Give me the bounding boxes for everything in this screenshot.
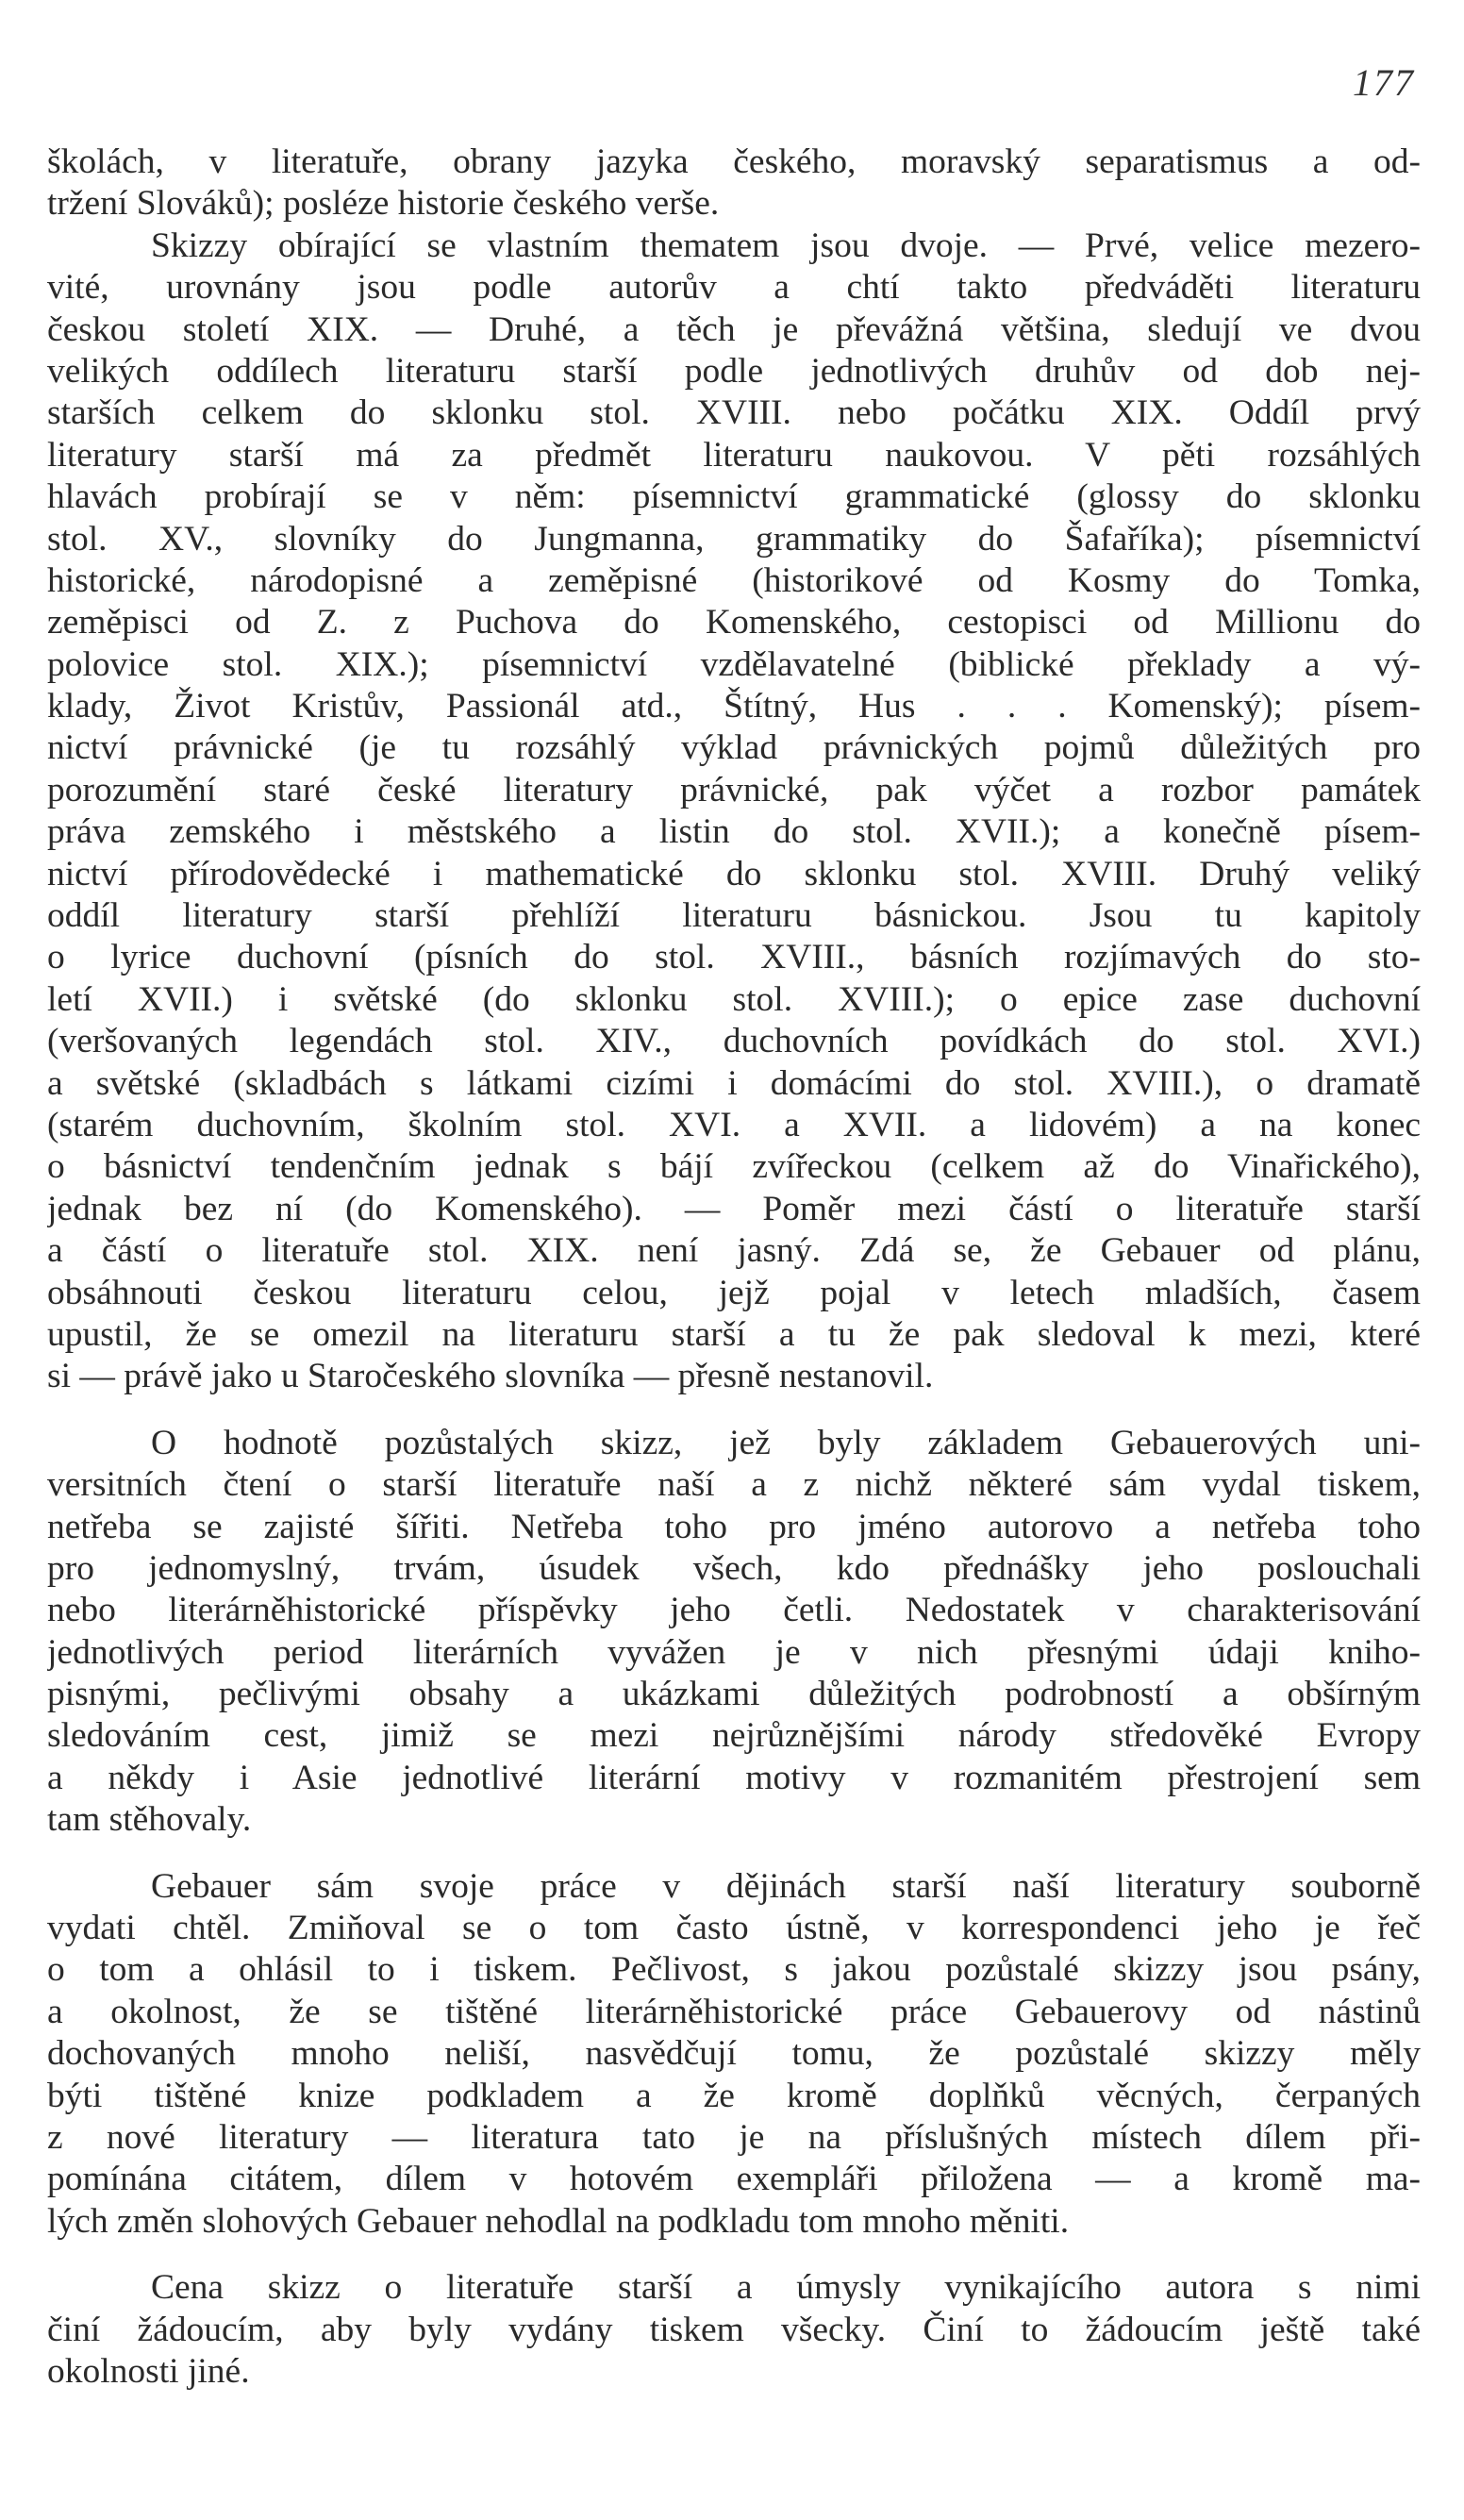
text-line: z nové literatury — literatura tato je na příslušných místech dílem při-	[47, 2117, 1421, 2157]
text-line: Cena skizz o literatuře starší a úmysly vynikajícího autora s nimi	[151, 2268, 1421, 2308]
text-line: porozumění staré české literatury právnické, pak výčet a rozbor památek	[47, 770, 1421, 809]
text-line: si — právě jako u Staročeského slovníka — přesně nestanovil.	[47, 1357, 934, 1396]
text-line: historické, národopisné a zeměpisné (historikové od Kosmy do Tomka,	[47, 560, 1421, 600]
text-line: jednak bez ní (do Komenského). — Poměr mezi částí o literatuře starší	[47, 1189, 1421, 1228]
text-line: českou století XIX. — Druhé, a těch je převážná většina, sledují ve dvou	[47, 309, 1421, 349]
page-number: 177	[1353, 61, 1415, 104]
text-line: a částí o literatuře stol. XIX. není jasný. Zdá se, že Gebauer od plánu,	[47, 1231, 1421, 1271]
text-line: obsáhnouti českou literaturu celou, jejž pojal v letech mladších, časem	[47, 1273, 1421, 1312]
text-line: dochovaných mnoho neliší, nasvědčují tomu, že pozůstalé skizzy měly	[47, 2034, 1421, 2074]
text-line: o tom a ohlásil to i tiskem. Pečlivost, s jakou pozůstalé skizzy jsou psány,	[47, 1950, 1421, 1990]
text-line: tam stěhovaly.	[47, 1800, 252, 1840]
text-line: činí žádoucím, aby byly vydány tiskem všecky. Činí to žádoucím ještě také	[47, 2310, 1421, 2349]
text-line: versitních čtení o starší literatuře naší a z nichž některé sám vydal tiskem,	[47, 1465, 1421, 1505]
text-line: práva zemského i městského a listin do stol. XVII.); a konečně písem-	[47, 812, 1421, 852]
text-line: Gebauer sám svoje práce v dějinách starší naší literatury souborně	[151, 1866, 1421, 1906]
text-line: oddíl literatury starší přehlíží literaturu básnickou. Jsou tu kapitoly	[47, 896, 1421, 936]
text-line: pisnými, pečlivými obsahy a ukázkami důležitých podrobností a obšírným	[47, 1675, 1421, 1714]
paragraph-3	[47, 1423, 1421, 1842]
text-line: o lyrice duchovní (písních do stol. XVIII., básních rozjímavých do sto-	[47, 938, 1421, 977]
text-line: polovice stol. XIX.); písemnictví vzdělavatelné (biblické překlady a vý-	[47, 644, 1421, 684]
text-line: a světské (skladbách s látkami cizími i domácími do stol. XVIII.), o dramatě	[47, 1063, 1421, 1103]
text-line: (veršovaných legendách stol. XIV., duchovních povídkách do stol. XVI.)	[47, 1022, 1421, 1061]
text-line: býti tištěné knize podkladem a že kromě doplňků věcných, čerpaných	[47, 2076, 1421, 2115]
paragraph-5	[47, 2267, 1421, 2393]
text-line: hlavách probírají se v něm: písemnictví grammatické (glossy do sklonku	[47, 477, 1421, 517]
text-line: nictví přírodovědecké i mathematické do sklonku stol. XVIII. Druhý veliký	[47, 854, 1421, 893]
paragraph-gap	[47, 1398, 1421, 1423]
text-line: letí XVII.) i světské (do sklonku stol. XVIII.); o epice zase duchovní	[47, 979, 1421, 1019]
text-line: sledováním cest, jimiž se mezi nejrůznějšími národy středověké Evropy	[47, 1716, 1421, 1756]
paragraph-1	[47, 142, 1421, 225]
text-line: nictví právnické (je tu rozsáhlý výklad právnických pojmů důležitých pro	[47, 728, 1421, 768]
paragraph-gap	[47, 2243, 1421, 2267]
text-line: tržení Slováků); posléze historie českého verše.	[47, 184, 720, 224]
text-line: upustil, že se omezil na literaturu starší a tu že pak sledoval k mezi, které	[47, 1314, 1421, 1354]
text-line: nebo literárněhistorické příspěvky jeho četli. Nedostatek v charakterisování	[47, 1591, 1421, 1630]
text-line: o básnictví tendenčním jednak s bájí zvířeckou (celkem až do Vinařického),	[47, 1147, 1421, 1187]
text-line: O hodnotě pozůstalých skizz, jež byly základem Gebauerových uni-	[151, 1423, 1421, 1462]
text-line: vité, urovnány jsou podle autorův a chtí takto předváděti literaturu	[47, 268, 1421, 308]
paragraph-2	[47, 225, 1421, 1398]
text-line: (starém duchovním, školním stol. XVI. a XVII. a lidovém) a na konec	[47, 1105, 1421, 1144]
text-line: netřeba se zajisté šířiti. Netřeba toho pro jméno autorovo a netřeba toho	[47, 1507, 1421, 1546]
paragraph-gap	[47, 1842, 1421, 1866]
text-line: a okolnost, že se tištěné literárněhistorické práce Gebauerovy od nástinů	[47, 1992, 1421, 2031]
text-line: pro jednomyslný, trvám, úsudek všech, kdo přednášky jeho poslouchali	[47, 1548, 1421, 1588]
text-line: školách, v literatuře, obrany jazyka českého, moravský separatismus a od-	[47, 142, 1421, 181]
text-line: Skizzy obírající se vlastním thematem jsou dvoje. — Prvé, velice mezero-	[151, 225, 1421, 265]
paragraph-4	[47, 1866, 1421, 2244]
text-line: velikých oddílech literaturu starší podle jednotlivých druhův od dob nej-	[47, 351, 1421, 391]
text-line: lých změn slohových Gebauer nehodlal na podkladu tom mnoho měniti.	[47, 2201, 1070, 2241]
text-line: jednotlivých period literárních vyvážen je v nich přesnými údaji kniho-	[47, 1632, 1421, 1672]
text-line: pomínána citátem, dílem v hotovém exempláři přiložena — a kromě ma-	[47, 2160, 1421, 2199]
text-line: okolnosti jiné.	[47, 2351, 250, 2391]
text-line: klady, Život Kristův, Passionál atd., Štítný, Hus . . . Komenský); písem-	[47, 687, 1421, 726]
text-line: literatury starší má za předmět literaturu naukovou. V pěti rozsáhlých	[47, 435, 1421, 475]
body-text	[47, 142, 1421, 2393]
text-line: stol. XV., slovníky do Jungmanna, grammatiky do Šafaříka); písemnictví	[47, 519, 1421, 559]
text-line: starších celkem do sklonku stol. XVIII. nebo počátku XIX. Oddíl prvý	[47, 393, 1421, 433]
text-line: zeměpisci od Z. z Puchova do Komenského, cestopisci od Millionu do	[47, 603, 1421, 643]
text-line: vydati chtěl. Zmiňoval se o tom často ústně, v korrespondenci jeho je řeč	[47, 1909, 1421, 1948]
text-line: a někdy i Asie jednotlivé literární motivy v rozmanitém přestrojení sem	[47, 1758, 1421, 1797]
